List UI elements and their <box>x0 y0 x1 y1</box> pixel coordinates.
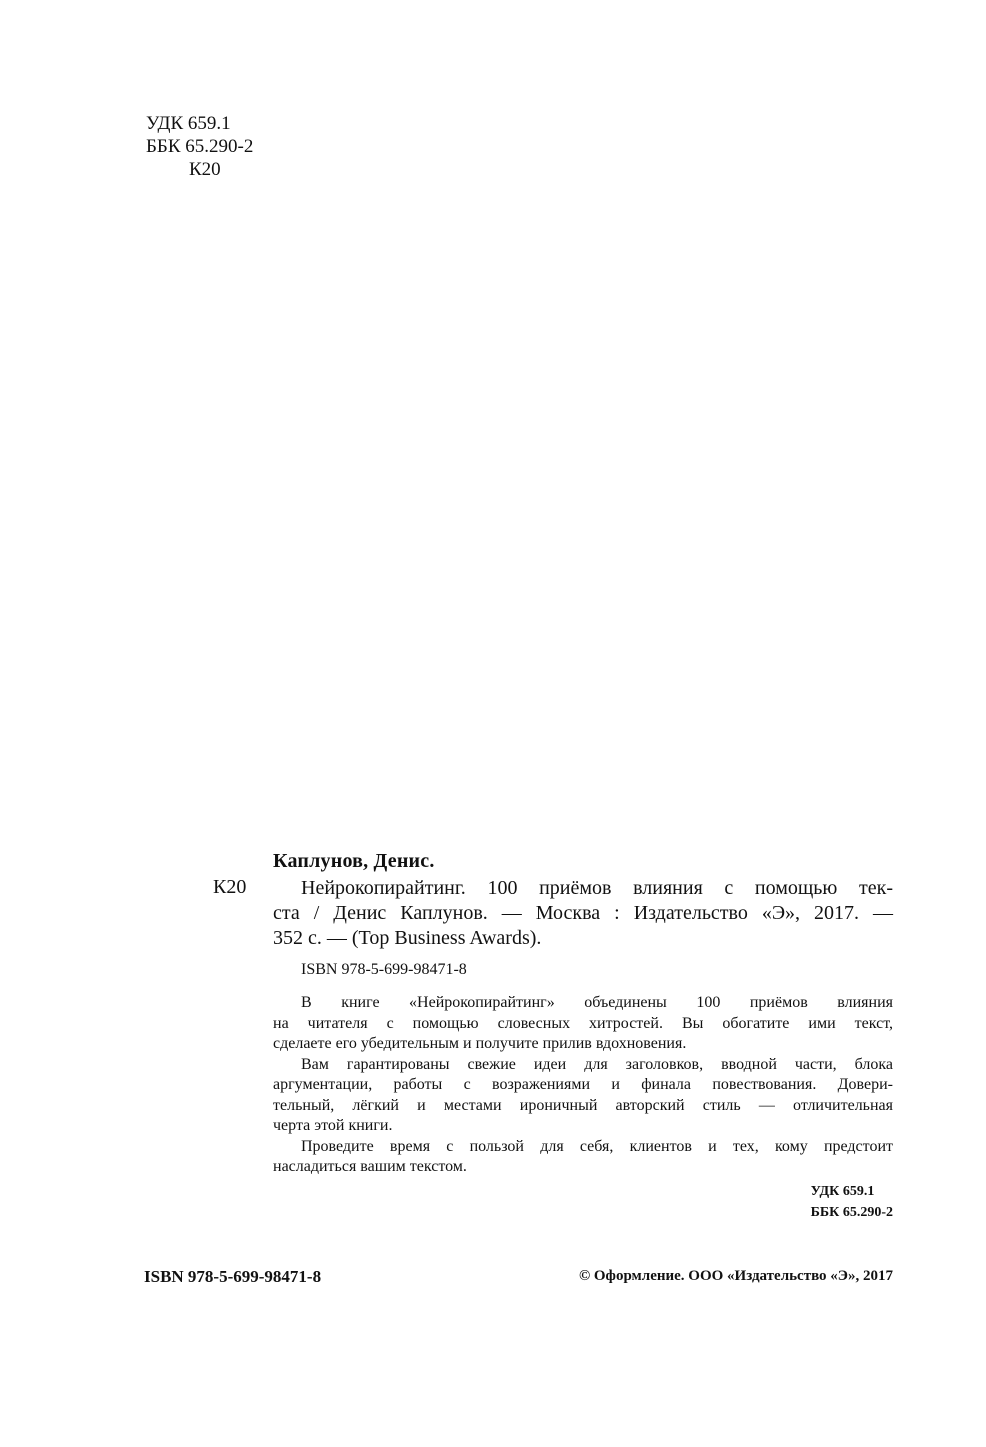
biblio-line: ста / Денис Каплунов. — Москва : Издательство «Э», 2017. — <box>273 902 893 924</box>
author-sign: К20 <box>189 159 221 180</box>
udk-code: УДК 659.1 <box>146 113 231 134</box>
annotation-line: на читателя с помощью словесных хитростей. Вы обогатите ими текст, <box>273 1014 893 1032</box>
classification-codes <box>146 112 253 181</box>
card-udk-code: УДК 659.1 <box>810 1184 875 1199</box>
annotation-line: Проведите время с пользой для себя, клиентов и тех, кому предстоит <box>301 1137 893 1155</box>
annotation-line: аргументации, работы с возражениями и финала повествования. Довери- <box>273 1076 893 1093</box>
card-author: Каплунов, Денис. <box>273 850 435 872</box>
annotation <box>273 993 893 1178</box>
annotation-line: тельный, лёгкий и местами ироничный авторский стиль — отличительная <box>273 1096 893 1114</box>
annotation-line: Вам гарантированы свежие идеи для заголовков, вводной части, блока <box>301 1055 893 1073</box>
biblio-line: 352 с. — (Top Business Awards). <box>273 927 542 949</box>
card-author-sign: К20 <box>213 876 247 898</box>
annotation-line: В книге «Нейрокопирайтинг» объединены 100 приёмов влияния <box>301 994 893 1011</box>
bibliographic-description <box>273 876 893 951</box>
annotation-line: насладиться вашим текстом. <box>273 1158 467 1175</box>
copyright-notice: © Оформление. ООО «Издательство «Э», 2017 <box>578 1268 893 1284</box>
biblio-line: Нейрокопирайтинг. 100 приёмов влияния с помощью тек- <box>301 877 893 899</box>
card-classification-codes <box>811 1181 893 1223</box>
card-isbn: ISBN 978-5-699-98471-8 <box>301 961 467 978</box>
bbk-code: ББК 65.290-2 <box>146 136 254 157</box>
card-bbk-code: ББК 65.290-2 <box>810 1205 893 1220</box>
footer-isbn: ISBN 978-5-699-98471-8 <box>144 1267 322 1286</box>
annotation-line: черта этой книги. <box>273 1117 393 1134</box>
annotation-line: сделаете его убедительным и получите прилив вдохновения. <box>273 1035 687 1052</box>
